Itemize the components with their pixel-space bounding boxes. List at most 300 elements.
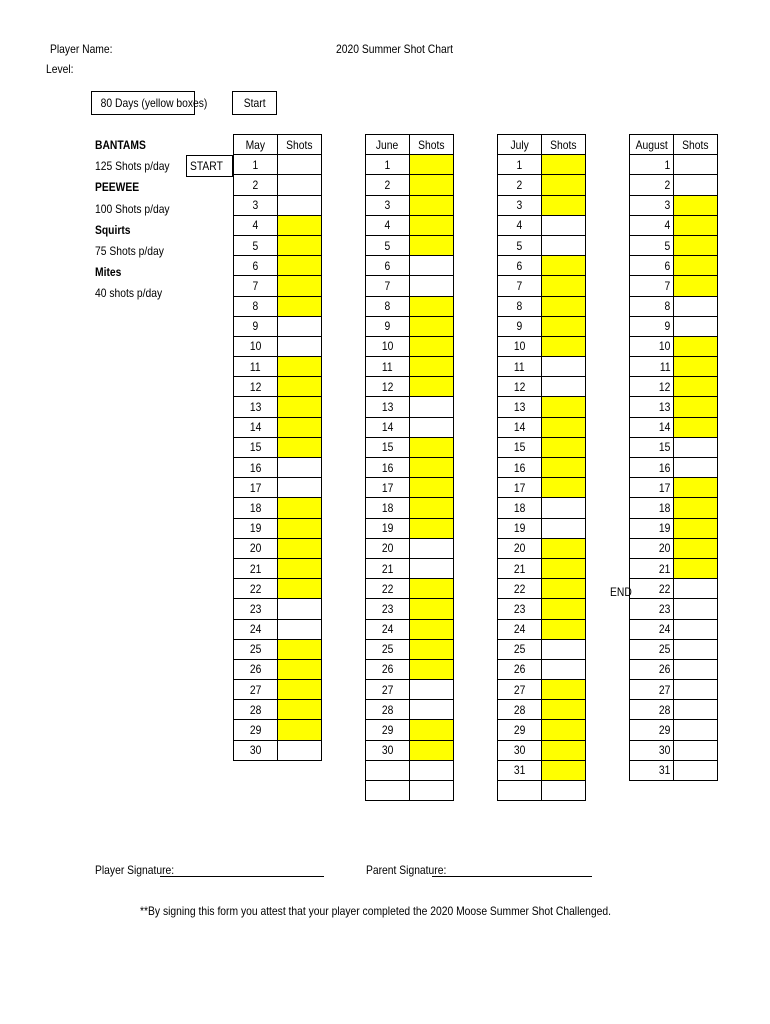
legend-mites-shots: 40 shots p/day [95,286,163,301]
july-shots-cell-16[interactable] [542,458,586,478]
table-row [366,235,454,255]
july-shots-cell-2[interactable] [542,175,586,195]
june-shots-cell-11[interactable] [410,357,454,377]
table-row [366,760,454,780]
august-day-21: 21 [630,558,674,578]
table-row [366,417,454,437]
table-row [366,377,454,397]
table-row [630,235,718,255]
table-row [630,437,718,457]
june-shots-cell-25[interactable] [410,639,454,659]
may-day-26: 26 [234,659,278,679]
august-shots-cell-4[interactable] [674,215,718,235]
may-day-30: 30 [234,740,278,760]
august-shots-cell-10[interactable] [674,336,718,356]
august-day-14: 14 [630,417,674,437]
may-shots-cell-24[interactable] [278,619,322,639]
july-shots-cell-9[interactable] [542,316,586,336]
may-shots-cell-28[interactable] [278,700,322,720]
june-shots-cell-20[interactable] [410,538,454,558]
june-day-13: 13 [366,397,410,417]
august-day-24: 24 [630,619,674,639]
table-row [234,478,322,498]
table-row [498,296,586,316]
july-shots-cell-15[interactable] [542,437,586,457]
start-marker-label: START [190,159,223,173]
table-row [234,316,322,336]
june-shots-cell-24[interactable] [410,619,454,639]
august-shots-cell-28[interactable] [674,700,718,720]
table-row [234,175,322,195]
table-row [630,518,718,538]
june-day-11: 11 [366,357,410,377]
july-day-8: 8 [498,296,542,316]
june-shots-cell-7[interactable] [410,276,454,296]
table-row [630,558,718,578]
may-shots-cell-9[interactable] [278,316,322,336]
table-row [498,357,586,377]
table-row [366,720,454,740]
july-day-11: 11 [498,357,542,377]
august-shots-cell-27[interactable] [674,680,718,700]
may-shots-cell-20[interactable] [278,538,322,558]
july-shots-cell-1[interactable] [542,155,586,175]
table-row [234,579,322,599]
august-day-2: 2 [630,175,674,195]
july-shots-cell-13[interactable] [542,397,586,417]
june-shots-cell-21[interactable] [410,558,454,578]
august-shots-cell-24[interactable] [674,619,718,639]
august-shots-cell-2[interactable] [674,175,718,195]
legend-squirts-shots: 75 Shots p/day [95,243,164,258]
june-shots-cell-26[interactable] [410,659,454,679]
july-day-28: 28 [498,700,542,720]
may-day-3: 3 [234,195,278,215]
june-shots-cell-6[interactable] [410,256,454,276]
august-shots-cell-5[interactable] [674,235,718,255]
august-shots-cell-1[interactable] [674,155,718,175]
august-shots-cell-9[interactable] [674,316,718,336]
table-row [366,659,454,679]
table-row [234,235,322,255]
june-shots-cell-22[interactable] [410,579,454,599]
june-shots-cell-19[interactable] [410,518,454,538]
june-shots-cell-16[interactable] [410,458,454,478]
july-day-14: 14 [498,417,542,437]
august-day-29: 29 [630,720,674,740]
may-shots-cell-10[interactable] [278,336,322,356]
august-shots-cell-26[interactable] [674,659,718,679]
table-row [498,538,586,558]
may-day-15: 15 [234,437,278,457]
may-shots-cell-26[interactable] [278,659,322,679]
august-shots-cell-21[interactable] [674,558,718,578]
july-day-25: 25 [498,639,542,659]
july-shots-cell-6[interactable] [542,256,586,276]
may-day-13: 13 [234,397,278,417]
june-shots-cell-15[interactable] [410,437,454,457]
july-day-2: 2 [498,175,542,195]
june-shots-cell-18[interactable] [410,498,454,518]
parent-signature-label: Parent Signature: [366,863,447,877]
july-shots-cell-29[interactable] [542,720,586,740]
table-row [366,175,454,195]
table-row [498,256,586,276]
table-row [498,599,586,619]
june-shots-cell-1[interactable] [410,155,454,175]
table-row [498,659,586,679]
august-day-13: 13 [630,397,674,417]
table-row [498,781,586,801]
july-day-29: 29 [498,720,542,740]
august-shots-cell-3[interactable] [674,195,718,215]
may-day-12: 12 [234,377,278,397]
table-row [366,498,454,518]
page-title: 2020 Summer Shot Chart [336,42,454,56]
august-shots-cell-25[interactable] [674,639,718,659]
table-row [498,195,586,215]
table-row [366,478,454,498]
june-day-10: 10 [366,336,410,356]
july-shots-header: Shots [542,135,586,155]
june-shots-cell-4[interactable] [410,215,454,235]
august-shots-cell-17[interactable] [674,478,718,498]
july-shots-cell-12[interactable] [542,377,586,397]
level-legend [95,137,182,307]
may-shots-cell-17[interactable] [278,478,322,498]
table-row [630,740,718,760]
june-shots-cell-17[interactable] [410,478,454,498]
table-row [366,316,454,336]
august-day-26: 26 [630,659,674,679]
table-row [234,336,322,356]
july-shots-cell-23[interactable] [542,599,586,619]
table-row [630,296,718,316]
may-day-11: 11 [234,357,278,377]
july-day-31: 31 [498,760,542,780]
july-shots-cell-14[interactable] [542,417,586,437]
table-row [498,215,586,235]
august-day-15: 15 [630,437,674,457]
table-row [498,680,586,700]
table-row [366,558,454,578]
may-day-25: 25 [234,639,278,659]
may-shots-cell-19[interactable] [278,518,322,538]
table-row [234,639,322,659]
start-marker [186,155,233,177]
july-shots-cell-20[interactable] [542,538,586,558]
june-day-16: 16 [366,458,410,478]
may-shots-cell-16[interactable] [278,458,322,478]
june-shots-cell-13[interactable] [410,397,454,417]
august-header-row [630,135,718,155]
may-shots-cell-22[interactable] [278,579,322,599]
july-shots-cell-17[interactable] [542,478,586,498]
june-shots-cell-12[interactable] [410,377,454,397]
may-shots-cell-27[interactable] [278,680,322,700]
table-row [234,558,322,578]
player-signature-line[interactable] [160,876,324,877]
may-shots-cell-13[interactable] [278,397,322,417]
july-shots-cell-10[interactable] [542,336,586,356]
july-shots-cell-24[interactable] [542,619,586,639]
table-row [234,155,322,175]
table-row [630,700,718,720]
table-row [366,357,454,377]
july-day-22: 22 [498,579,542,599]
may-shots-cell-15[interactable] [278,437,322,457]
level-label: Level: [46,62,74,76]
may-shots-cell-18[interactable] [278,498,322,518]
may-day-9: 9 [234,316,278,336]
table-row [234,397,322,417]
july-day-30: 30 [498,740,542,760]
may-shots-cell-5[interactable] [278,235,322,255]
month-table-june [365,134,454,801]
may-shots-cell-6[interactable] [278,256,322,276]
table-row [498,377,586,397]
june-empty-shots-cell[interactable] [410,760,454,780]
may-day-4: 4 [234,215,278,235]
june-shots-cell-10[interactable] [410,336,454,356]
june-shots-cell-3[interactable] [410,195,454,215]
may-day-17: 17 [234,478,278,498]
may-shots-cell-12[interactable] [278,377,322,397]
table-row [630,276,718,296]
june-day-30: 30 [366,740,410,760]
table-row [498,155,586,175]
table-row [630,175,718,195]
july-day-21: 21 [498,558,542,578]
table-row [234,659,322,679]
table-row [630,195,718,215]
table-row [498,639,586,659]
june-day-15: 15 [366,437,410,457]
july-shots-cell-30[interactable] [542,740,586,760]
july-shots-cell-28[interactable] [542,700,586,720]
august-day-22: 22 [630,579,674,599]
may-day-1: 1 [234,155,278,175]
may-day-8: 8 [234,296,278,316]
july-shots-cell-3[interactable] [542,195,586,215]
may-day-27: 27 [234,680,278,700]
june-shots-cell-29[interactable] [410,720,454,740]
start-box-label: Start [243,96,266,110]
month-table-august [629,134,718,781]
august-shots-cell-29[interactable] [674,720,718,740]
july-shots-cell-5[interactable] [542,235,586,255]
days-box-label: 80 Days (yellow boxes) [100,96,208,110]
table-row [366,336,454,356]
august-shots-cell-23[interactable] [674,599,718,619]
july-empty-day-cell [498,781,542,801]
june-day-21: 21 [366,558,410,578]
may-day-7: 7 [234,276,278,296]
may-day-23: 23 [234,599,278,619]
table-row [234,740,322,760]
table-row [366,599,454,619]
legend-bantams: BANTAMS [95,138,146,152]
table-row [498,619,586,639]
june-shots-cell-14[interactable] [410,417,454,437]
july-month-header: July [498,135,542,155]
table-row [630,599,718,619]
july-shots-cell-31[interactable] [542,760,586,780]
legend-bantams-shots: 125 Shots p/day [95,159,170,174]
july-day-12: 12 [498,377,542,397]
may-shots-cell-30[interactable] [278,740,322,760]
table-row [498,760,586,780]
table-row [498,336,586,356]
june-shots-cell-8[interactable] [410,296,454,316]
june-day-20: 20 [366,538,410,558]
may-shots-cell-25[interactable] [278,639,322,659]
may-shots-cell-21[interactable] [278,558,322,578]
june-empty-shots-cell[interactable] [410,781,454,801]
player-signature-label: Player Signature: [95,863,175,877]
august-shots-cell-13[interactable] [674,397,718,417]
july-shots-cell-7[interactable] [542,276,586,296]
august-shots-cell-7[interactable] [674,276,718,296]
august-shots-cell-15[interactable] [674,437,718,457]
july-shots-cell-4[interactable] [542,215,586,235]
august-day-4: 4 [630,215,674,235]
table-row [234,518,322,538]
july-shots-cell-11[interactable] [542,357,586,377]
july-shots-cell-8[interactable] [542,296,586,316]
july-day-13: 13 [498,397,542,417]
august-shots-cell-6[interactable] [674,256,718,276]
may-shots-cell-14[interactable] [278,417,322,437]
june-shots-header: Shots [410,135,454,155]
table-row [234,458,322,478]
july-day-26: 26 [498,659,542,679]
may-shots-cell-11[interactable] [278,357,322,377]
august-shots-cell-16[interactable] [674,458,718,478]
table-row [234,619,322,639]
table-row [630,458,718,478]
table-row [498,316,586,336]
july-shots-cell-18[interactable] [542,498,586,518]
may-day-5: 5 [234,235,278,255]
june-shots-cell-28[interactable] [410,700,454,720]
june-shots-cell-27[interactable] [410,680,454,700]
august-shots-cell-11[interactable] [674,357,718,377]
table-row [366,458,454,478]
august-shots-cell-19[interactable] [674,518,718,538]
june-shots-cell-9[interactable] [410,316,454,336]
june-day-14: 14 [366,417,410,437]
table-row [630,397,718,417]
may-shots-cell-7[interactable] [278,276,322,296]
may-day-28: 28 [234,700,278,720]
july-empty-shots-cell[interactable] [542,781,586,801]
june-day-23: 23 [366,599,410,619]
august-shots-cell-22[interactable] [674,579,718,599]
table-row [366,579,454,599]
june-shots-cell-2[interactable] [410,175,454,195]
july-shots-cell-19[interactable] [542,518,586,538]
august-shots-cell-12[interactable] [674,377,718,397]
table-row [498,498,586,518]
table-row [366,639,454,659]
may-shots-cell-3[interactable] [278,195,322,215]
august-day-10: 10 [630,336,674,356]
july-shots-cell-26[interactable] [542,659,586,679]
august-shots-cell-20[interactable] [674,538,718,558]
august-month-header: August [630,135,674,155]
june-day-24: 24 [366,619,410,639]
june-day-1: 1 [366,155,410,175]
table-row [498,518,586,538]
may-day-24: 24 [234,619,278,639]
may-shots-cell-1[interactable] [278,155,322,175]
may-shots-cell-29[interactable] [278,720,322,740]
august-shots-cell-14[interactable] [674,417,718,437]
july-day-16: 16 [498,458,542,478]
table-row [366,619,454,639]
month-table-july [497,134,586,801]
august-day-11: 11 [630,357,674,377]
may-shots-cell-2[interactable] [278,175,322,195]
july-day-7: 7 [498,276,542,296]
august-shots-cell-30[interactable] [674,740,718,760]
july-header-row [498,135,586,155]
legend-mites: Mites [95,265,122,280]
may-day-21: 21 [234,558,278,578]
may-shots-cell-4[interactable] [278,215,322,235]
table-row [234,256,322,276]
table-row [498,579,586,599]
table-row [234,276,322,296]
june-day-26: 26 [366,659,410,679]
july-shots-cell-25[interactable] [542,639,586,659]
august-day-3: 3 [630,195,674,215]
may-day-18: 18 [234,498,278,518]
days-box [91,91,208,115]
august-shots-cell-8[interactable] [674,296,718,316]
july-day-3: 3 [498,195,542,215]
june-shots-cell-5[interactable] [410,235,454,255]
june-header-row [366,135,454,155]
table-row [630,639,718,659]
may-day-19: 19 [234,518,278,538]
july-shots-cell-21[interactable] [542,558,586,578]
june-empty-day-cell [366,760,410,780]
july-shots-cell-22[interactable] [542,579,586,599]
july-day-23: 23 [498,599,542,619]
table-row [366,538,454,558]
august-day-19: 19 [630,518,674,538]
june-shots-cell-23[interactable] [410,599,454,619]
july-shots-cell-27[interactable] [542,680,586,700]
parent-signature-line[interactable] [432,876,592,877]
june-shots-cell-30[interactable] [410,740,454,760]
table-row [498,397,586,417]
august-shots-cell-31[interactable] [674,760,718,780]
table-row [630,336,718,356]
may-shots-cell-8[interactable] [278,296,322,316]
table-row [234,599,322,619]
june-day-8: 8 [366,296,410,316]
july-day-27: 27 [498,680,542,700]
august-day-6: 6 [630,256,674,276]
june-day-6: 6 [366,256,410,276]
july-day-18: 18 [498,498,542,518]
august-shots-cell-18[interactable] [674,498,718,518]
end-marker: END [610,585,632,599]
may-shots-cell-23[interactable] [278,599,322,619]
